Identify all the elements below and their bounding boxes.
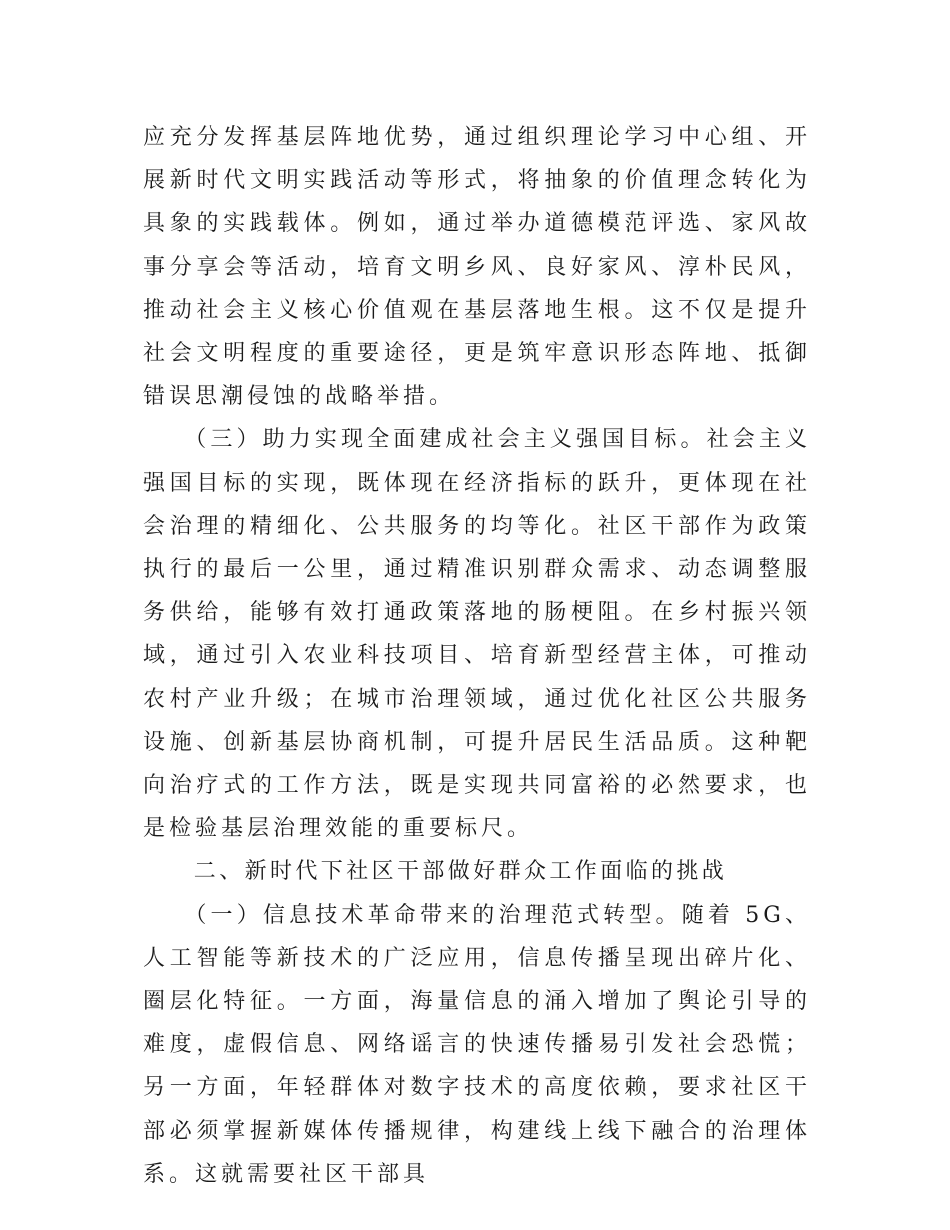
paragraph-section-3: （三）助力实现全面建成社会主义强国目标。社会主义强国目标的实现，既体现在经济指标的跃升，更体现在社会治理的精细化、公共服务的均等化。社区干部作为政策执行的最后一公里，通过精准识别群众需求、动态调整服务供给，能够有效打通政策落地的肠梗阻。在乡村振兴领域，通过引入农业科技项目、培育新型经营主体，可推动农村产业升级；在城市治理领域，通过优化社区公共服务设施、创新基层协商机制，可提升居民生活品质。这种靶向治疗式的工作方法，既是实现共同富裕的必然要求，也是检验基层治理效能的重要标尺。	[143, 427, 811, 842]
paragraph-subsection-1: （一）信息技术革命带来的治理范式转型。随着 5G、人工智能等新技术的广泛应用，信息传播呈现出碎片化、圈层化特征。一方面，海量信息的涌入增加了舆论引导的难度，虚假信息、网络谣言的快速传播易引发社会恐慌；另一方面，年轻群体对数字技术的高度依赖，要求社区干部必须掌握新媒体传播规律，构建线上线下融合的治理体系。这就需要社区干部具	[143, 902, 811, 1187]
document-body	[143, 116, 811, 1196]
paragraph-continuation: 应充分发挥基层阵地优势，通过组织理论学习中心组、开展新时代文明实践活动等形式，将抽象的价值理念转化为具象的实践载体。例如，通过举办道德模范评选、家风故事分享会等活动，培育文明乡风、良好家风、淳朴民风，推动社会主义核心价值观在基层落地生根。这不仅是提升社会文明程度的重要途径，更是筑牢意识形态阵地、抵御错误思潮侵蚀的战略举措。	[143, 125, 811, 410]
section-heading-2: 二、新时代下社区干部做好群众工作面临的挑战	[143, 859, 728, 885]
